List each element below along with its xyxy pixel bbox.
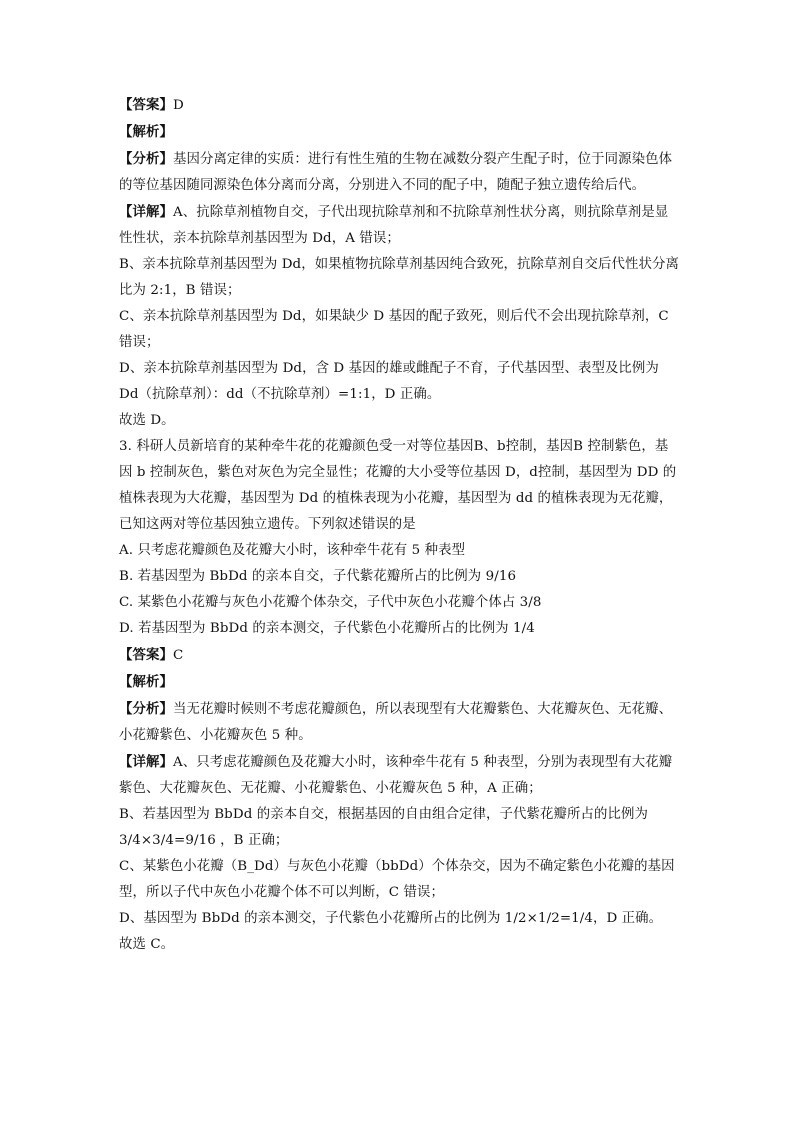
q3-option-c: C. 某紫色小花瓣与灰色小花瓣个体杂交，子代中灰色小花瓣个体占 3/8: [119, 595, 542, 610]
fenxi-tag: 【分析】: [119, 151, 173, 167]
q3-answer-line: [119, 642, 679, 669]
q2-xiangjie-b: B、亲本抗除草剂基因型为 Dd，如果植物抗除草剂基因纯合致死，抗除草剂自交后代性状分离比为 2:1，B 错误；: [119, 257, 679, 298]
answer-tag: 【答案】: [119, 647, 173, 663]
xiangjie-tag: 【详解】: [119, 754, 173, 770]
answer-value: D: [172, 98, 184, 113]
q3-stem: 3. 科研人员新培育的某种牵牛花的花瓣颜色受一对等位基因B、b控制，基因B 控制紫色，基因 b 控制灰色，紫色对灰色为完全显性；花瓣的大小受等位基因 D，d控制，基因型为 DD 的植株表现为大花瓣，基因型为 Dd 的植株表现为小花瓣，基因型为 dd 的植株表现为无花瓣，已知这两对等位基因独立遗传。下列叙述错误的是: [119, 439, 677, 532]
q2-xiangjie-d: D、亲本抗除草剂基因型为 Dd，含 D 基因的雄或雌配子不育，子代基因型、表型及比例为 Dd（抗除草剂）：dd（不抗除草剂）=1:1，D 正确。: [119, 361, 659, 402]
q2-xiangjie-c: C、亲本抗除草剂基因型为 Dd，如果缺少 D 基因的配子致死，则后代不会出现抗除草剂，C 错误；: [119, 309, 669, 350]
q3-xiangjie-d: D、基因型为 BbDd 的亲本测交，子代紫色小花瓣所占的比例为 1/2×1/2=1/4，D 正确。: [119, 911, 663, 926]
q3-xiangjie-c: C、某紫色小花瓣（B_Dd）与灰色小花瓣（bbDd）个体杂交，因为不确定紫色小花瓣的基因型，所以子代中灰色小花瓣个体不可以判断，C 错误；: [119, 859, 675, 900]
xiangjie-text: A、只考虑花瓣颜色及花瓣大小时，该种牵牛花有 5 种表型，分别为表现型有大花瓣紫色、大花瓣灰色、无花瓣、小花瓣紫色、小花瓣灰色 5 种，A 正确；: [119, 755, 673, 796]
analysis-tag: 【解析】: [119, 124, 173, 140]
xiangjie-text: A、抗除草剂植物自交，子代出现抗除草剂和不抗除草剂性状分离，则抗除草剂是显性性状，亲本抗除草剂基因型为 Dd，A 错误；: [119, 205, 669, 246]
answer-tag: 【答案】: [119, 97, 173, 113]
q3-conclusion: 故选 C。: [119, 937, 175, 952]
fenxi-text: 当无花瓣时候则不考虑花瓣颜色，所以表现型有大花瓣紫色、大花瓣灰色、无花瓣、小花瓣紫色、小花瓣灰色 5 种。: [119, 702, 673, 743]
q2-fenxi: [119, 146, 679, 199]
q2-answer-line: [119, 92, 679, 119]
q2-analysis-heading: [119, 119, 679, 146]
q3-xiangjie-a: [119, 749, 679, 802]
fenxi-tag: 【分析】: [119, 701, 173, 717]
analysis-tag: 【解析】: [119, 674, 173, 690]
q2-conclusion: 故选 D。: [119, 413, 175, 428]
q2-xiangjie-a: [119, 199, 679, 252]
q3-analysis-heading: [119, 669, 679, 696]
q3-xiangjie-b: B、若基因型为 BbDd 的亲本自交，根据基因的自由组合定律，子代紫花瓣所占的比例为 3/4×3/4=9/16 ，B 正确；: [119, 807, 648, 848]
fenxi-text: 基因分离定律的实质：进行有性生殖的生物在减数分裂产生配子时，位于同源染色体的等位基因随同源染色体分离而分离，分别进入不同的配子中，随配子独立遗传给后代。: [119, 152, 673, 193]
q3-option-d: D. 若基因型为 BbDd 的亲本测交，子代紫色小花瓣所占的比例为 1/4: [119, 621, 535, 636]
q3-option-a: A. 只考虑花瓣颜色及花瓣大小时，该种牵牛花有 5 种表型: [119, 543, 466, 558]
q3-fenxi: [119, 696, 679, 749]
document-content: [119, 92, 679, 958]
q3-option-b: B. 若基因型为 BbDd 的亲本自交，子代紫花瓣所占的比例为 9/16: [119, 569, 517, 584]
answer-value: C: [172, 648, 184, 663]
xiangjie-tag: 【详解】: [119, 204, 173, 220]
